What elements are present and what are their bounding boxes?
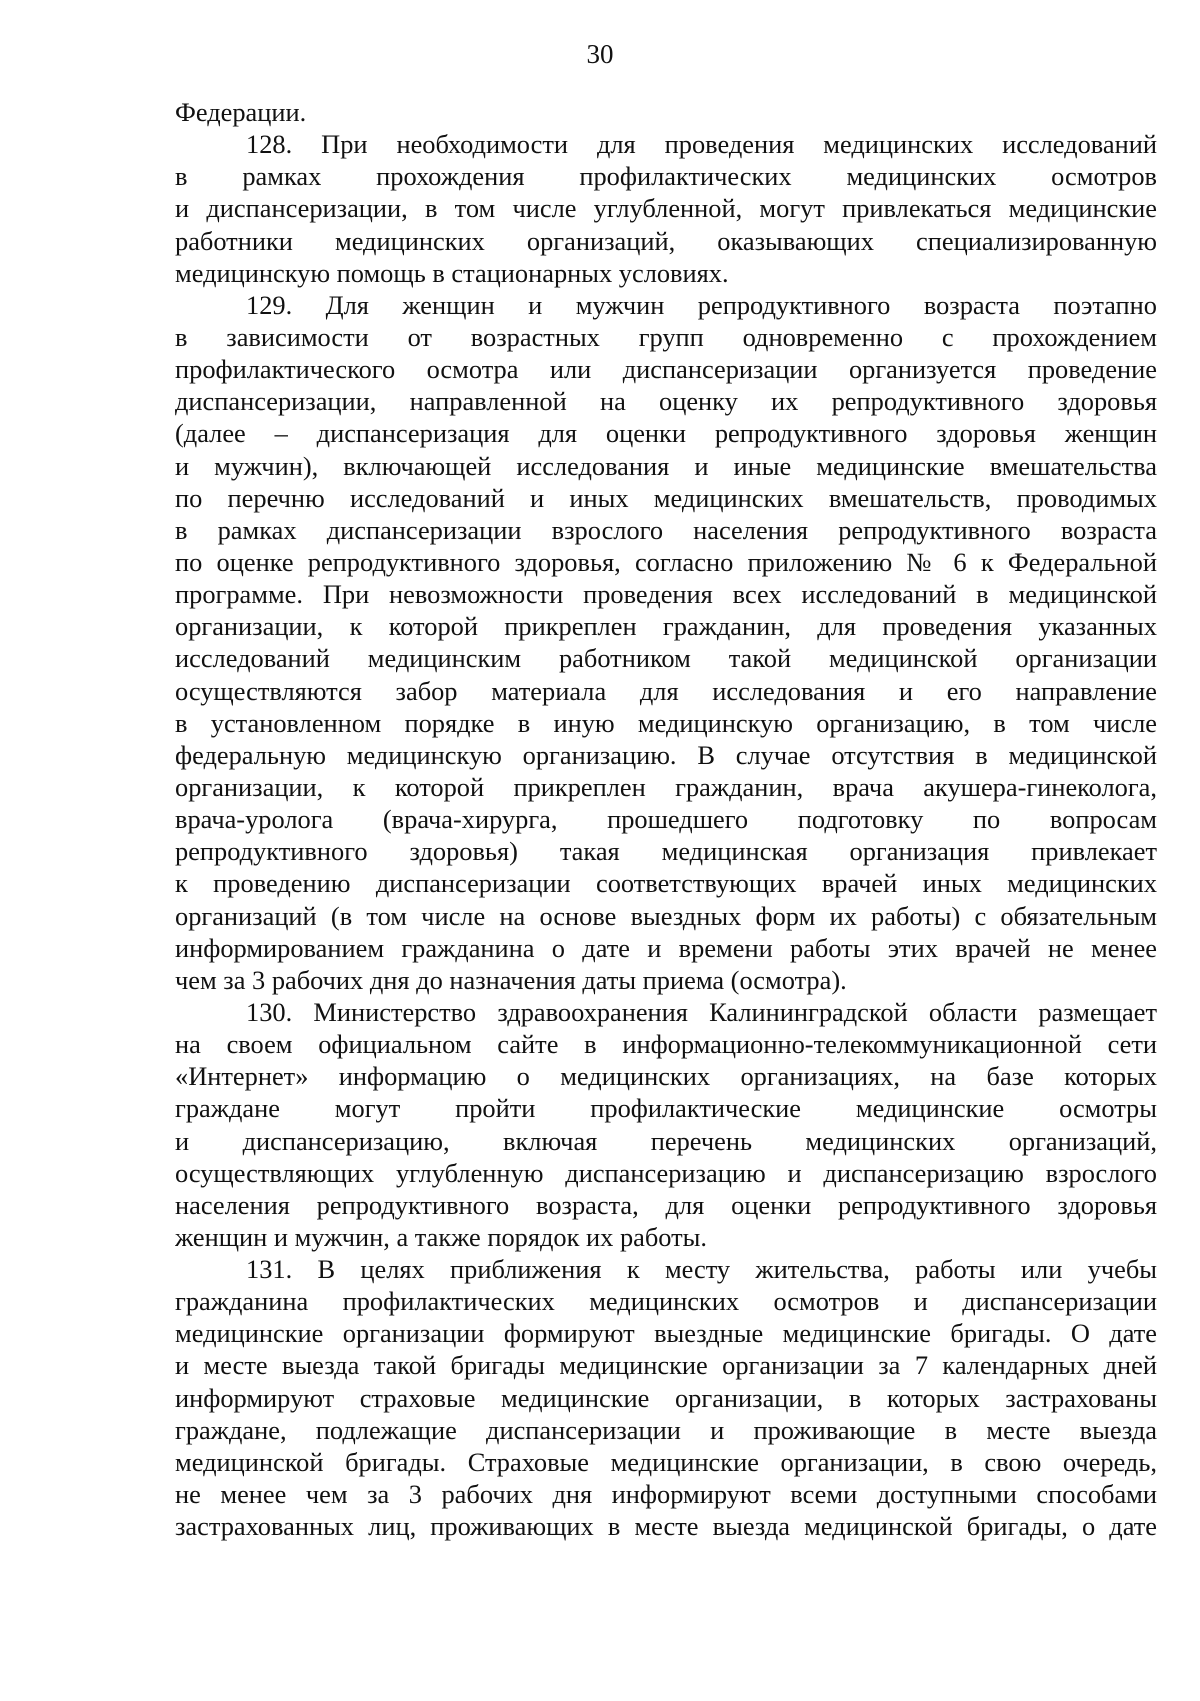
text-line: и мужчин), включающей исследования и иные медицинские вмешательства <box>175 450 1157 481</box>
text-line: организаций (в том числе на основе выездных форм их работы) с обязательным <box>175 900 1157 931</box>
text-line: на своем официальном сайте в информационно-телекоммуникационной сети <box>175 1029 1157 1060</box>
text-line: и диспансеризацию, включая перечень медицинских организаций, <box>175 1125 1157 1156</box>
text-line: женщин и мужчин, а также порядок их работы. <box>175 1221 707 1252</box>
text-line: населения репродуктивного возраста, для оценки репродуктивного здоровья <box>175 1189 1157 1220</box>
text-line: в рамках прохождения профилактических медицинских осмотров <box>175 161 1157 192</box>
text-line: организации, к которой прикреплен гражданин, для проведения указанных <box>175 611 1157 642</box>
text-line: информируют страховые медицинские организации, в которых застрахованы <box>175 1382 1157 1413</box>
paragraph-128-line: 128. При необходимости для проведения медицинских исследований <box>246 129 1157 160</box>
text-line: граждане, подлежащие диспансеризации и проживающие в месте выезда <box>175 1414 1157 1445</box>
text-line: осуществляются забор материала для исследования и его направление <box>175 675 1157 706</box>
text-line: в рамках диспансеризации взрослого населения репродуктивного возраста <box>175 514 1157 545</box>
text-line: организации, к которой прикреплен гражданин, врача акушера-гинеколога, <box>175 771 1157 802</box>
text-line: информированием гражданина о дате и времени работы этих врачей не менее <box>175 932 1157 963</box>
text-line: в установленном порядке в иную медицинскую организацию, в том числе <box>175 707 1157 738</box>
text-line: чем за 3 рабочих дня до назначения даты приема (осмотра). <box>175 964 847 995</box>
text-line: федеральную медицинскую организацию. В случае отсутствия в медицинской <box>175 739 1157 770</box>
paragraph-131-line: 131. В целях приближения к месту жительства, работы или учебы <box>246 1254 1157 1285</box>
text-line: программе. При невозможности проведения всех исследований в медицинской <box>175 579 1157 610</box>
text-line: медицинской бригады. Страховые медицинские организации, в свою очередь, <box>175 1446 1157 1477</box>
text-line: «Интернет» информацию о медицинских организациях, на базе которых <box>175 1061 1157 1092</box>
paragraph-129-line: 129. Для женщин и мужчин репродуктивного возраста поэтапно <box>246 289 1157 320</box>
text-line: диспансеризации, направленной на оценку их репродуктивного здоровья <box>175 386 1157 417</box>
text-line: профилактического осмотра или диспансеризации организуется проведение <box>175 354 1157 385</box>
text-line: по оценке репродуктивного здоровья, согласно приложению № 6 к Федеральной <box>175 546 1157 577</box>
text-line: по перечню исследований и иных медицинских вмешательств, проводимых <box>175 482 1157 513</box>
text-line: исследований медицинским работником такой медицинской организации <box>175 643 1157 674</box>
text-line: медицинские организации формируют выездные медицинские бригады. О дате <box>175 1318 1157 1349</box>
text-line: работники медицинских организаций, оказывающих специализированную <box>175 225 1157 256</box>
text-line: застрахованных лиц, проживающих в месте выезда медицинской бригады, о дате <box>175 1511 1157 1542</box>
text-line: репродуктивного здоровья) такая медицинская организация привлекает <box>175 836 1157 867</box>
text-line: в зависимости от возрастных групп одновременно с прохождением <box>175 321 1157 352</box>
paragraph-130-line: 130. Министерство здравоохранения Калининградской области размещает <box>246 996 1157 1027</box>
text-line: граждане могут пройти профилактические медицинские осмотры <box>175 1093 1157 1124</box>
text-line: к проведению диспансеризации соответствующих врачей иных медицинских <box>175 868 1157 899</box>
document-body <box>175 96 1157 1542</box>
text-line: не менее чем за 3 рабочих дня информируют всеми доступными способами <box>175 1479 1157 1510</box>
text-line: Федерации. <box>175 97 307 127</box>
text-line: осуществляющих углубленную диспансеризацию и диспансеризацию взрослого <box>175 1157 1157 1188</box>
text-line: (далее – диспансеризация для оценки репродуктивного здоровья женщин <box>175 418 1157 449</box>
text-line: и месте выезда такой бригады медицинские организации за 7 календарных дней <box>175 1350 1157 1381</box>
text-line: врача-уролога (врача-хирурга, прошедшего подготовку по вопросам <box>175 804 1157 835</box>
text-line: и диспансеризации, в том числе углубленной, могут привлекаться медицинские <box>175 193 1157 224</box>
text-line: медицинскую помощь в стационарных условиях. <box>175 257 729 288</box>
page-number: 30 <box>586 39 614 69</box>
text-line: гражданина профилактических медицинских осмотров и диспансеризации <box>175 1286 1157 1317</box>
